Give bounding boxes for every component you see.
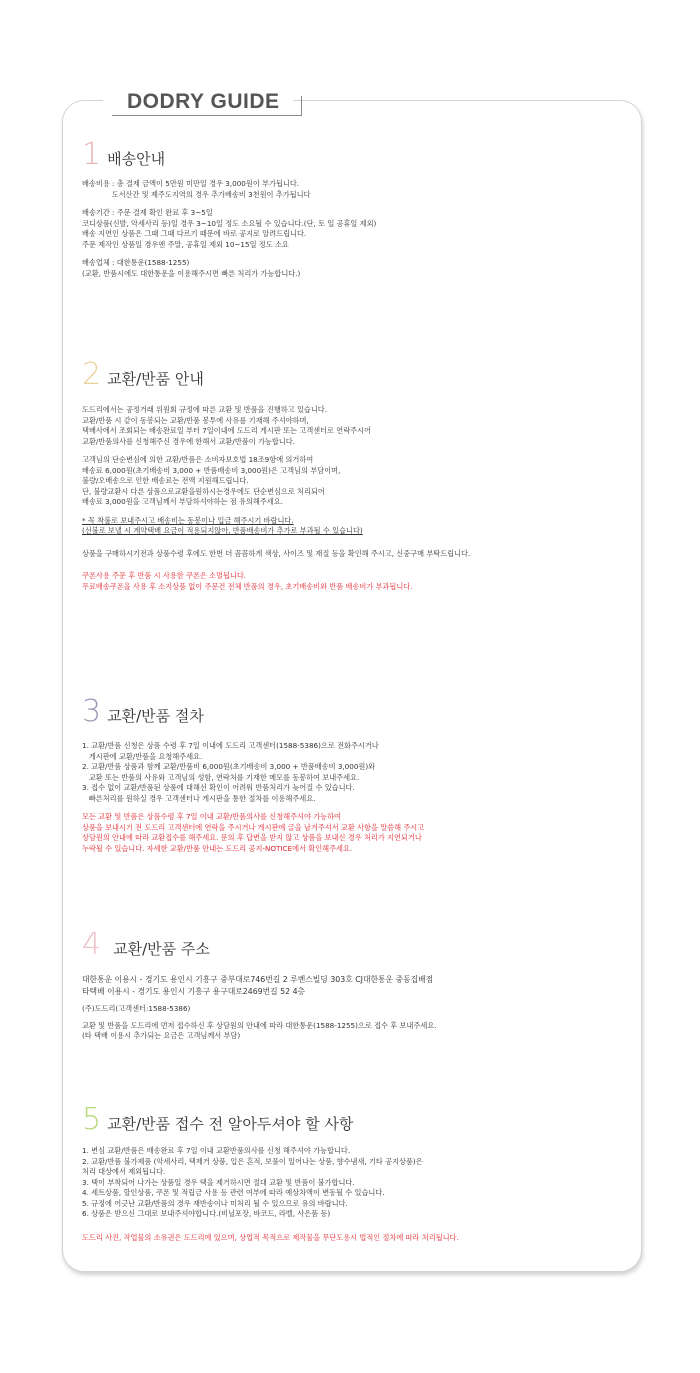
shipping-fee-line: 도서산간 및 제주도지역의 경우 추가배송비 3천원이 추가됩니다 bbox=[82, 189, 311, 199]
customer-center: (주)도드리(고객센터:1588-5386) bbox=[82, 1004, 191, 1013]
section-title: 교환/반품 접수 전 알아두셔야 할 사항 bbox=[107, 1115, 354, 1133]
section-number: 3 bbox=[82, 694, 102, 729]
shipping-period-line: 코디상품(신발, 악세사리 등)일 경우 3~10일 정도 소요될 수 있습니다.(단, 토 일 공휴일 제외) bbox=[82, 218, 377, 228]
procedure-step: 게시판에 교환/반품을 요청해주세요. bbox=[82, 751, 203, 761]
paragraph-line: 고객님의 단순변심에 의한 교환/반품은 소비자보호법 18조9항에 의거하여 bbox=[82, 455, 314, 464]
paragraph-line: 배송료 6,000원(초기배송비 3,000 + 반품배송비 3,000원)은 고객님의 부담이며, bbox=[82, 465, 341, 475]
paragraph-line: 교환/반품 시 같이 동봉되는 교환/반품 봉투에 사유를 기재해 주셔야하며, bbox=[82, 415, 309, 425]
section-return-address bbox=[82, 927, 622, 1042]
coupon-warning: 쿠폰사용 주문 후 반품 시 사용한 쿠폰은 소멸됩니다. bbox=[82, 571, 247, 580]
address-line: 대한통운 이용시 - 경기도 용인시 기흥구 중부대로746번길 2 루벤스빌딩 303호 CJ대한통운 중동집배점 bbox=[82, 975, 434, 984]
procedure-warning: 모든 교환 및 반품은 상품수령 후 7일 이내 교환/반품의사를 신청해주셔야 가능하여 bbox=[82, 812, 341, 821]
section-header bbox=[82, 1102, 622, 1139]
rule-item: 3. 택이 부착되어 나가는 상품일 경우 택을 제거하시면 절대 교환 및 반품이 불가합니다. bbox=[82, 1177, 355, 1187]
shipping-period-line: 주문 제작인 상품일 경우엔 주말, 공휴일 제외 10~15일 정도 소요 bbox=[82, 239, 289, 249]
procedure-step: 교환 또는 반품의 사유와 고객님의 성함, 연락처를 기재한 메모를 동봉하여 보내주세요. bbox=[82, 772, 360, 782]
rule-item: 4. 세트상품, 할인상품, 쿠폰 및 적립금 사용 등 관련 여부에 따라 예상차액이 변동될 수 있습니다. bbox=[82, 1188, 385, 1197]
copyright-notice: 도드리 사진, 작업물의 소유권은 도드리에 있으며, 상업적 목적으로 제작물을 무단도용시 법적인 절차에 따라 처리됩니다. bbox=[82, 1233, 459, 1242]
paragraph-line: 교환/반품의사를 신청해주신 경우에 한해서 교환/반품이 가능합니다. bbox=[82, 436, 295, 446]
procedure-warning: 상담원의 안내에 따라 교환접수를 해주세요. 문의 후 답변을 받지 않고 상품을 보내신 경우 처리가 지연되거나 bbox=[82, 833, 422, 842]
procedure-step: 2. 교환/반품 상품과 함께 교환/반품비 6,000원(초기배송비 3,000 + 반품배송비 3,000원)와 bbox=[82, 762, 376, 771]
prepaid-notice: (선불로 보낼 시 계약택배 요금이 적용되지않아, 반품배송비가 추가로 부과될 수 있습니다) bbox=[82, 526, 363, 535]
shipping-fee-line: 배송비용 : 총 결제 금액이 5만원 미만일 경우 3,000원이 부가됩니다. bbox=[82, 179, 300, 188]
section-title: 교환/반품 안내 bbox=[107, 370, 204, 388]
paragraph-line: 배송료 3,000원을 고객님께서 부담하셔야하는 점 유의해주세요. bbox=[82, 497, 283, 506]
guide-title: DODRY GUIDE bbox=[127, 90, 280, 113]
procedure-step: 빠른처리를 원하실 경우 고객센터나 게시판을 통한 절차를 이용해주세요. bbox=[82, 793, 316, 803]
section-number: 1 bbox=[82, 137, 102, 172]
prepaid-notice: * 꼭 착불로 보내주시고 배송비는 동봉이나 입금 해주시기 바랍니다. bbox=[82, 515, 294, 525]
section-number: 5 bbox=[82, 1102, 102, 1137]
shipping-period-line: 배송기간 : 주문 결제 확인 완료 후 3~5일 bbox=[82, 208, 213, 217]
courier-line: 배송업체 : 대한통운(1588-1255) bbox=[82, 258, 190, 267]
procedure-warning: 누락될 수 있습니다. 자세한 교환/반품 안내는 도드리 공지-NOTICE에서 확인해주세요. bbox=[82, 843, 353, 853]
section-title: 배송안내 bbox=[107, 150, 166, 168]
procedure-step: 1. 교환/반품 신청은 상품 수령 후 7일 이내에 도드리 고객센터(1588-5386)으로 전화주시거나 bbox=[82, 741, 379, 750]
section-number: 2 bbox=[82, 357, 102, 392]
procedure-warning: 상품을 보내시기 전 도드리 고객센터에 연락을 주시거나 게시판에 글을 남겨주셔서 교환 사항을 말씀해 주시고 bbox=[82, 822, 425, 832]
courier-line: (교환, 반품시에도 대한통운을 이용해주시면 빠른 처리가 가능합니다.) bbox=[82, 268, 301, 278]
section-header bbox=[82, 137, 622, 174]
shipping-period-line: 배송 지연인 상품은 그때 그때 다르기 때문에 바로 공지로 알려드립니다. bbox=[82, 229, 307, 238]
section-header bbox=[82, 927, 622, 964]
section-exchange-procedure bbox=[82, 694, 622, 854]
section-header bbox=[82, 694, 622, 731]
section-before-return bbox=[82, 1102, 622, 1220]
rule-item: 5. 규정에 어긋난 교환/반품의 경우 재반송이나 미처리 될 수 있으므로 유의 바랍니다. bbox=[82, 1198, 348, 1208]
section-number: 4 bbox=[82, 927, 102, 962]
section-header bbox=[82, 357, 622, 394]
coupon-warning: 무료배송쿠폰을 사용 후 소지상품 없이 주문건 전체 반품의 경우, 초기배송비와 반품 배송비가 부과됩니다. bbox=[82, 581, 413, 591]
section-title: 교환/반품 절차 bbox=[107, 707, 204, 725]
rule-item: 6. 상품은 받으신 그대로 보내주셔야합니다.(비닐포장, 바코드, 라벨, 사은품 등) bbox=[82, 1209, 331, 1218]
return-note: 교환 및 반품을 도드리에 먼저 접수하신 후 상담원의 안내에 따라 대한통운(1588-1255)으로 접수 후 보내주세요. bbox=[82, 1020, 437, 1030]
address-line: 타택배 이용시 - 경기도 용인시 기흥구 용구대로2469번길 52 4층 bbox=[82, 987, 306, 996]
title-underline bbox=[112, 115, 302, 116]
return-note: (타 택배 이용시 추가되는 요금은 고객님께서 부담) bbox=[82, 1031, 241, 1040]
check-notice: 상품을 구매하시기전과 상품수령 후에도 한번 더 꼼꼼하게 색상, 사이즈 및 재질 등을 확인해 주시고, 신중구매 부탁드립니다. bbox=[82, 548, 471, 558]
paragraph-line: 도드리에서는 공정거래 위원회 규정에 따른 교환 및 반품을 진행하고 있습니다. bbox=[82, 405, 328, 414]
section-title: 교환/반품 주소 bbox=[113, 940, 210, 958]
section-shipping bbox=[82, 137, 622, 279]
tab-divider bbox=[301, 96, 302, 116]
paragraph-line: 단, 불량교환시 다른 상품으로교환을원하시는경우에도 단순변심으로 처리되어 bbox=[82, 486, 325, 496]
rule-item: 1. 변심 교환/반품은 배송완료 후 7일 이내 교환반품의사를 신청 해주셔야 가능합니다. bbox=[82, 1146, 351, 1155]
paragraph-line: 택배사에서 조회되는 배송완료일 부터 7일이내에 도드리 게시판 또는 고객센터로 연락주시어 bbox=[82, 426, 371, 435]
rule-item: 처리 대상에서 제외됩니다. bbox=[82, 1167, 166, 1176]
paragraph-line: 불량/오배송으로 인한 배송료는 전액 지원해드립니다. bbox=[82, 476, 249, 485]
procedure-step: 3. 접수 없이 교환/반품된 상품에 대해선 확인이 어려워 반품처리가 늦어질 수 있습니다. bbox=[82, 783, 355, 792]
rule-item: 2. 교환/반품 불가제품 (악세사리, 택제거 상품, 입은 흔적, 보풀이 일어나는 상품, 향수냄새, 기타 공지상품)은 bbox=[82, 1156, 423, 1166]
section-exchange-info bbox=[82, 357, 622, 592]
